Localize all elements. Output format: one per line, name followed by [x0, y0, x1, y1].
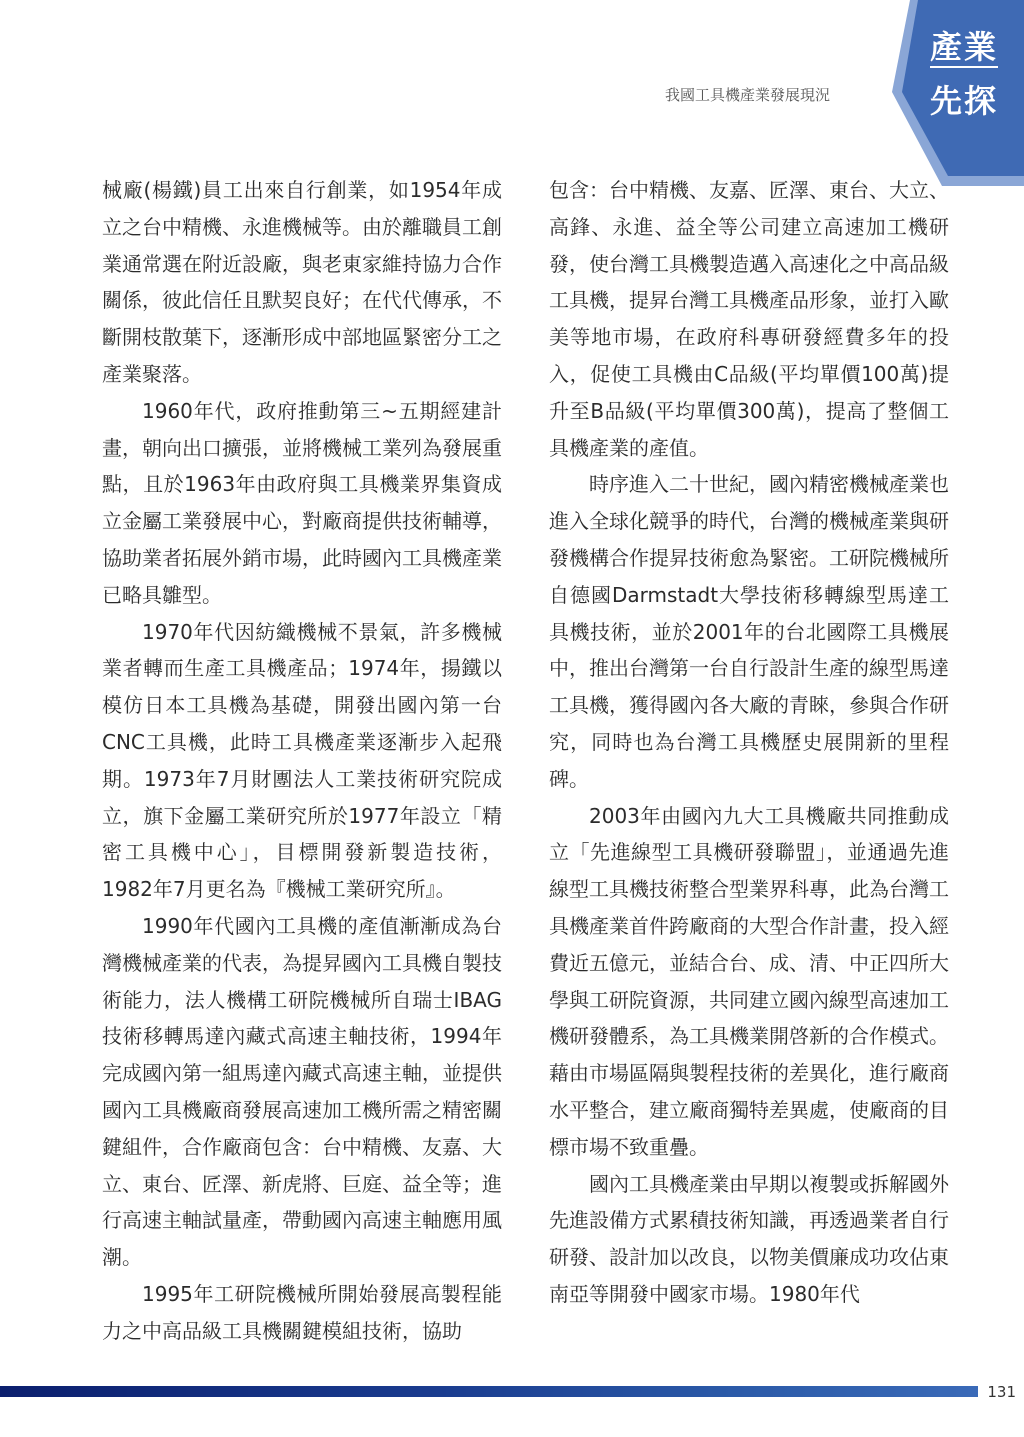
badge-label-line1: 產業 — [929, 28, 998, 66]
badge-divider — [930, 66, 998, 68]
running-header-title: 我國工具機產業發展現況 — [664, 86, 830, 104]
paragraph: 1995年工研院機械所開始發展高製程能力之中高品級工具機關鍵模組技術，協助 — [102, 1281, 502, 1343]
paragraph: 包含：台中精機、友嘉、匠澤、東台、大立、高鋒、永進、益全等公司建立高速加工機研發，使台灣工具機製造邁入高速化之中高品級工具機，提昇台灣工具機產品形象，並打入歐美等地市場，在政府科專研發經費多年的投入，促使工具機由C品級(平均單價100萬)提升至B品級(平均單價300萬)，提高了整個工具機產業的產值。 — [549, 178, 949, 460]
article-right-column — [549, 172, 949, 1313]
footer-bar — [0, 1386, 978, 1397]
badge-label-line2: 先探 — [929, 82, 998, 120]
paragraph: 1990年代國內工具機的產值漸漸成為台灣機械產業的代表，為提昇國內工具機自製技術能力，法人機構工研院機械所自瑞士IBAG技術移轉馬達內藏式高速主軸技術，1994年完成國內第一組馬達內藏式高速主軸，並提供國內工具機廠商發展高速加工機所需之精密關鍵組件，合作廠商包含：台中精機、友嘉、大立、東台、匠澤、新虎將、巨庭、益全等；進行高速主軸試量產，帶動國內高速主軸應用風潮。 — [102, 913, 502, 1270]
paragraph: 2003年由國內九大工具機廠共同推動成立「先進線型工具機研發聯盟」，並通過先進線型工具機技術整合型業界科專，此為台灣工具機產業首件跨廠商的大型合作計畫，投入經費近五億元，並結合台、成、清、中正四所大學與工研院資源，共同建立國內線型高速加工機研發體系，為工具機業開啓新的合作模式。藉由市場區隔與製程技術的差異化，進行廠商水平整合，建立廠商獨特差異處，使廠商的目標市場不致重疊。 — [549, 803, 949, 1159]
paragraph: 1970年代因紡織機械不景氣，許多機械業者轉而生產工具機產品；1974年，揚鐵以模仿日本工具機為基礎，開發出國內第一台CNC工具機，此時工具機產業逐漸步入起飛期。1973年7月財團法人工業技術研究院成立，旗下金屬工業研究所於1977年設立「精密工具機中心」，目標開發新製造技術，1982年7月更名為『機械工業研究所』。 — [102, 619, 502, 902]
article-left-column — [102, 172, 502, 1350]
page-number: 131 — [987, 1383, 1016, 1401]
paragraph: 械廠(楊鐵)員工出來自行創業，如1954年成立之台中精機、永進機械等。由於離職員工創業通常選在附近設廠，與老東家維持協力合作關係，彼此信任且默契良好；在代代傳承，不斷開枝散葉下，逐漸形成中部地區緊密分工之產業聚落。 — [102, 178, 502, 386]
paragraph: 1960年代，政府推動第三~五期經建計畫，朝向出口擴張，並將機械工業列為發展重點，且於1963年由政府與工具機業界集資成立金屬工業發展中心，對廠商提供技術輔導，協助業者拓展外銷市場，此時國內工具機產業已略具雛型。 — [102, 398, 502, 607]
paragraph: 時序進入二十世紀，國內精密機械產業也進入全球化競爭的時代，台灣的機械產業與研發機構合作提昇技術愈為緊密。工研院機械所自德國Darmstadt大學技術移轉線型馬達工具機技術，並於2001年的台北國際工具機展中，推出台灣第一台自行設計生產的線型馬達工具機，獲得國內各大廠的青睞，參與合作研究，同時也為台灣工具機歷史展開新的里程碑。 — [549, 472, 949, 791]
paragraph: 國內工具機產業由早期以複製或拆解國外先進設備方式累積技術知識，再透過業者自行研發、設計加以改良，以物美價廉成功攻佔東南亞等開發中國家市場。1980年代 — [549, 1171, 949, 1306]
section-badge — [824, 0, 1024, 200]
